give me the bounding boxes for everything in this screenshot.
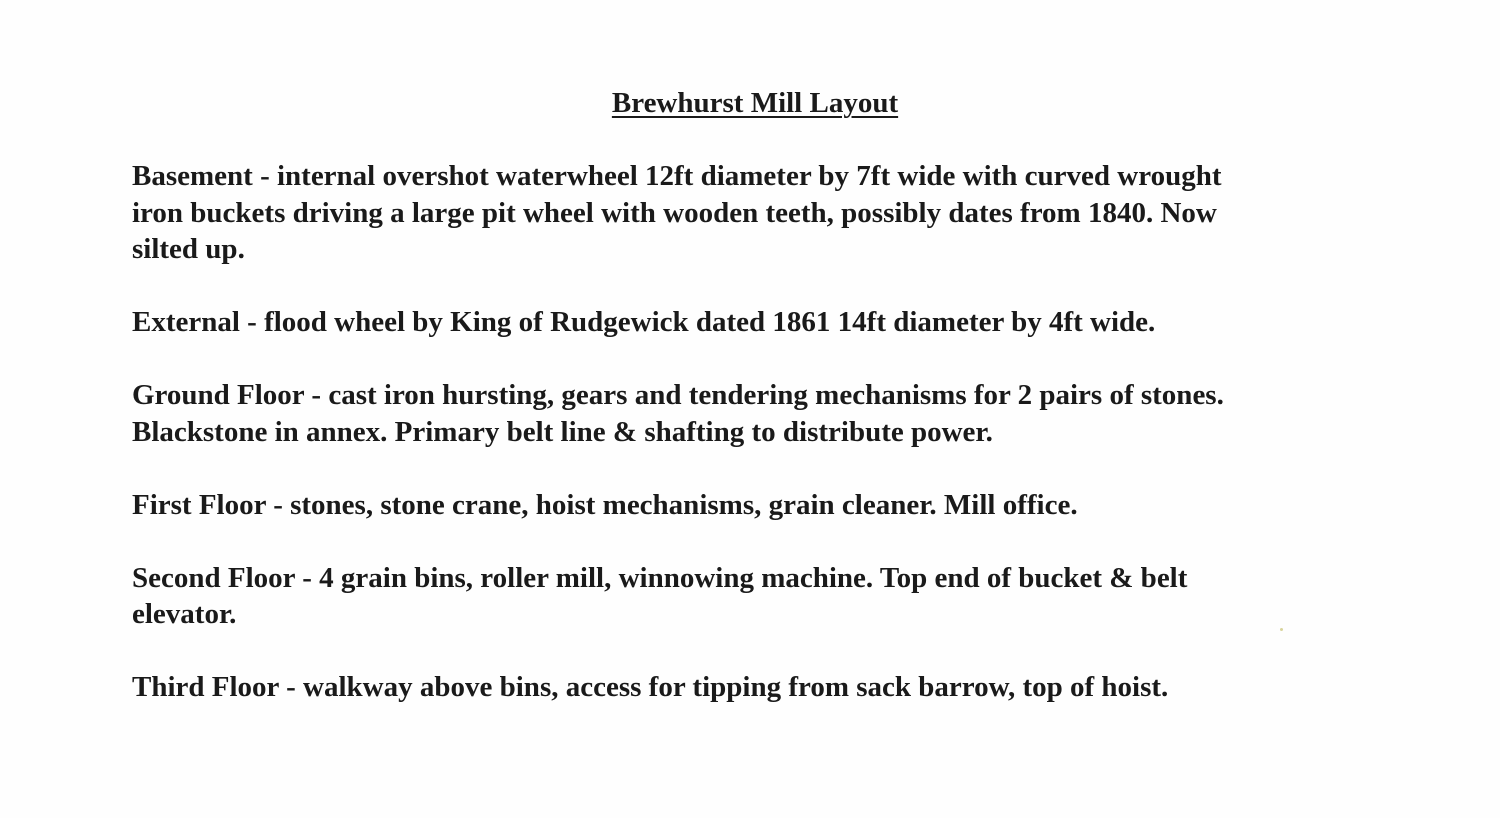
section-ground-floor bbox=[132, 377, 1362, 450]
section-basement bbox=[132, 158, 1362, 268]
section-line: silted up. bbox=[132, 233, 245, 265]
section-first-floor bbox=[132, 487, 1362, 524]
section-line: Ground Floor - cast iron hursting, gears and tendering mechanisms for 2 pairs of stones. bbox=[132, 379, 1224, 411]
section-line: Third Floor - walkway above bins, access for tipping from sack barrow, top of hoist. bbox=[132, 671, 1169, 703]
paper-speck bbox=[1280, 628, 1283, 631]
section-line: iron buckets driving a large pit wheel with wooden teeth, possibly dates from 1840. Now bbox=[132, 196, 1217, 229]
document-title: Brewhurst Mill Layout bbox=[611, 87, 899, 119]
section-line: Basement - internal overshot waterwheel 12ft diameter by 7ft wide with curved wrought bbox=[132, 160, 1222, 192]
section-line: elevator. bbox=[132, 598, 237, 630]
section-line: First Floor - stones, stone crane, hoist mechanisms, grain cleaner. Mill office. bbox=[132, 488, 1078, 521]
section-line: Second Floor - 4 grain bins, roller mill, winnowing machine. Top end of bucket & belt bbox=[132, 561, 1188, 594]
section-second-floor bbox=[132, 560, 1362, 633]
section-line: Blackstone in annex. Primary belt line & shafting to distribute power. bbox=[132, 415, 993, 448]
section-external bbox=[132, 304, 1362, 341]
layout-sections bbox=[132, 158, 1362, 742]
section-third-floor bbox=[132, 669, 1362, 706]
section-line: External - flood wheel by King of Rudgewick dated 1861 14ft diameter by 4ft wide. bbox=[132, 306, 1156, 338]
